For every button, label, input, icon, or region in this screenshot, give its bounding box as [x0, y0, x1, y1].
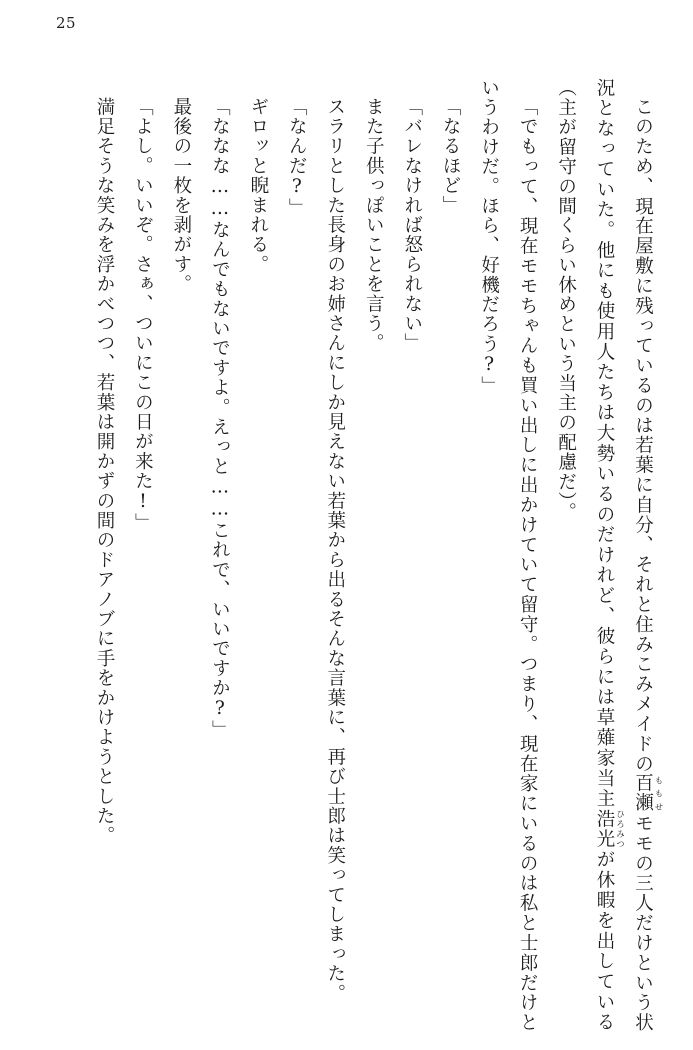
paragraph: 「なんだ?」	[286, 96, 308, 218]
paragraph: スラリとした長身のお姉さんにしか見えない若葉から出るそんな言葉に、再び士郎は笑ってしまった。	[324, 96, 346, 1003]
paragraph: 「でもって、現在モモちゃんも買い出しに出かけていて留守。つまり、現在家にいるのは私と士郎だけというわけだ。ほら、好機だろう?」	[478, 78, 539, 1032]
paragraph: 満足そうな笑みを浮かべつつ、若葉は開かずの間のドアノブに手をかけようとした。	[93, 96, 115, 846]
ruby-hiromitsu: 浩光 ひろみつ	[594, 809, 625, 850]
paragraph: 「よし。いいぞ。さぁ、ついにこの日が来た!」	[132, 96, 154, 533]
paragraph: 「バレなければ怒られない」	[401, 96, 423, 353]
paragraph: このため、現在屋敷に残っているのは若葉に自分、それと住みこみメイドの百瀬 ももせモモの三人だけという状況となっていた。他にも使用人たちは大勢いるのだけれど、彼らには草薙家当主浩光 ひろみつが休暇を出している（主が留守の間くらい休めという当主の配慮だ）。	[555, 78, 663, 1032]
paragraph: 最後の一枚を剥がす。	[170, 96, 192, 294]
paragraph: 「ななな……なんでもないですよ。えっと……これで、いいですか?」	[209, 96, 231, 740]
paragraph: また子供っぽいことを言う。	[363, 96, 385, 353]
paragraph: 「なるほど」	[440, 96, 462, 215]
page-number: 25	[56, 14, 77, 32]
paragraph: ギロッと睨まれる。	[247, 96, 269, 274]
vertical-text-body	[30, 78, 663, 1032]
ruby-momose: 百瀬 ももせ	[632, 773, 663, 814]
